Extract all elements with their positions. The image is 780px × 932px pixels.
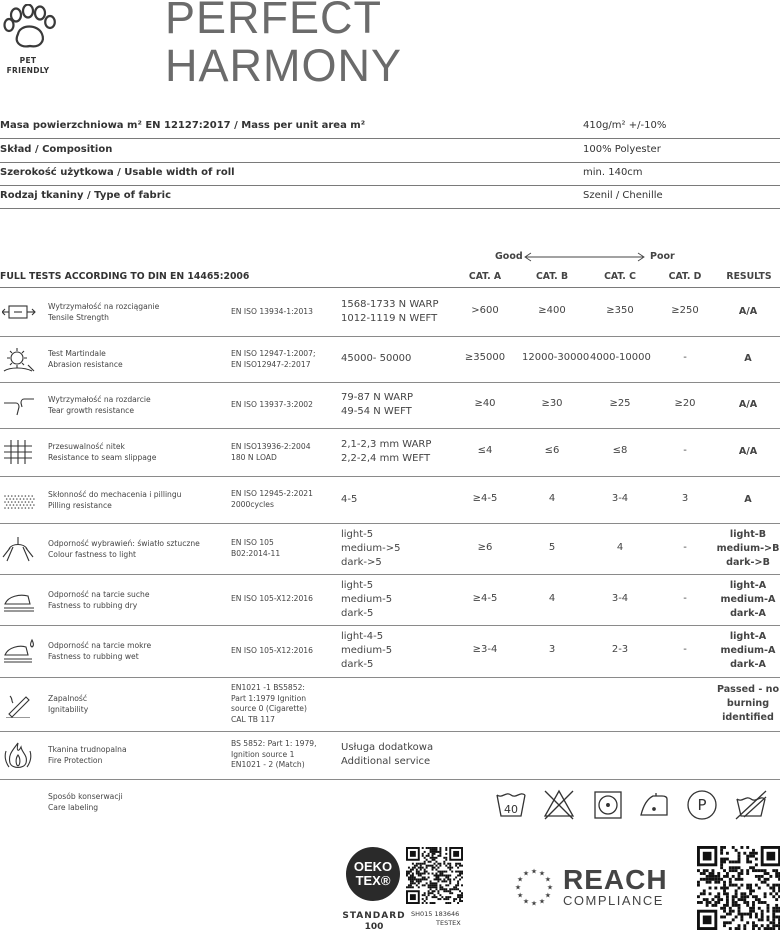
test-result [341, 493, 357, 507]
test-standard [231, 683, 307, 725]
test-name [48, 348, 123, 370]
test-result-line: 2,2-2,4 mm WEFT [341, 453, 431, 464]
test-standard [231, 400, 313, 411]
test-name-en: Care labeling [48, 803, 99, 812]
test-row [0, 731, 780, 780]
cat-b-threshold: ≥30 [541, 398, 563, 409]
cat-d-header: CAT. D [668, 271, 702, 282]
product-qr-code-icon[interactable] [697, 846, 780, 930]
test-name-en: Abrasion resistance [48, 360, 123, 369]
test-name-en: Resistance to seam slippage [48, 453, 157, 462]
svg-text:★: ★ [522, 869, 530, 878]
cat-c-threshold: 3-4 [611, 493, 629, 504]
test-result [341, 438, 431, 466]
cat-c-threshold: 2-3 [611, 644, 629, 655]
cat-c-threshold: ≤8 [612, 445, 628, 456]
test-result-line: 45000- 50000 [341, 353, 412, 364]
svg-text:★: ★ [514, 883, 522, 892]
test-name [48, 441, 156, 463]
test-standard-line: EN ISO 12945-2:2021 [231, 489, 313, 498]
oeko-certificate-code: SH015 183646 [411, 910, 460, 918]
test-row [0, 288, 780, 337]
test-rating [712, 305, 780, 319]
test-name-pl: Odporność na tarcie mokre [48, 641, 152, 650]
cat-d-threshold: 3 [681, 493, 689, 504]
svg-text:OEKO: OEKO [353, 859, 393, 874]
test-result [341, 391, 413, 419]
test-rating-line: medium->B [716, 543, 780, 554]
test-rating [712, 352, 780, 366]
cat-d-threshold: - [683, 593, 687, 604]
test-rating [712, 445, 780, 459]
good-label: Good [495, 251, 523, 262]
test-result-line: light-4-5 [341, 631, 384, 642]
test-name-en: Ignitability [48, 705, 89, 714]
test-rating-line: dark-A [730, 608, 766, 619]
cat-a-threshold: ≥40 [474, 398, 496, 409]
test-standard-line: EN1021 -1 BS5852: [231, 683, 305, 692]
test-standard-line: source 0 (Cigarette) [231, 704, 307, 713]
test-row [0, 677, 780, 732]
cat-a-threshold: ≥4-5 [472, 493, 498, 504]
svg-text:★: ★ [516, 875, 524, 884]
cat-a-header: CAT. A [468, 271, 502, 282]
results-header: RESULTS [726, 271, 772, 282]
rubbing-dry-icon [2, 586, 36, 614]
badge-line-2: FRIENDLY [6, 66, 50, 75]
test-name [48, 489, 182, 511]
iron-low-icon [641, 793, 667, 815]
seam-slippage-icon [2, 438, 36, 466]
cat-d-threshold: ≥250 [671, 305, 699, 316]
spec-value: 100% Polyester [583, 144, 661, 155]
fire-protection-icon [2, 741, 36, 769]
test-rating-line: light-B [729, 529, 767, 540]
tumble-dry-icon [595, 792, 621, 818]
test-result-line: 4-5 [341, 494, 358, 505]
ignitability-icon [2, 690, 36, 718]
test-result-line: light-5 [341, 529, 374, 540]
test-standard [231, 538, 280, 559]
test-rating [712, 528, 780, 570]
quality-scale [495, 251, 695, 265]
test-rating-line: A/A [738, 399, 758, 410]
cat-a-threshold: ≥35000 [464, 352, 506, 363]
cat-c-header: CAT. C [604, 271, 636, 282]
test-rating-line: dark->B [726, 557, 770, 568]
tear-icon [2, 391, 36, 419]
test-name-en: Fire Protection [48, 756, 103, 765]
rubbing-wet-icon [2, 637, 36, 665]
test-rating-line: dark-A [730, 659, 766, 670]
test-result-line: Usługa dodatkowa [341, 742, 434, 753]
test-standard-line: EN ISO 13937-3:2002 [231, 400, 313, 409]
test-standard-line: EN ISO13936-2:2004 [231, 442, 311, 451]
test-result-line: medium-5 [341, 645, 393, 656]
light-fastness-icon [2, 535, 36, 563]
care-symbols [494, 789, 774, 821]
test-rating-line: medium-A [720, 645, 776, 656]
eu-stars-icon [513, 866, 555, 908]
test-standard-line: Ignition source 1 [231, 749, 295, 759]
tests-title: FULL TESTS ACCORDING TO DIN EN 14465:2006 [0, 271, 250, 282]
test-name [48, 589, 150, 611]
dry-clean-p-icon [688, 791, 716, 819]
spec-label: Skład / Composition [0, 144, 113, 155]
test-name [48, 640, 151, 662]
cat-c-threshold: 4 [616, 542, 624, 553]
reach-compliance-text: COMPLIANCE [563, 893, 664, 908]
test-result-line: medium->5 [341, 543, 401, 554]
svg-text:★: ★ [530, 899, 538, 908]
test-result-line: dark->5 [341, 557, 382, 568]
test-rating-line: A [744, 494, 752, 505]
cat-b-threshold: ≥400 [538, 305, 566, 316]
test-rating-line: light-A [729, 580, 767, 591]
spec-label: Rodzaj tkaniny / Type of fabric [0, 190, 172, 201]
spec-row-width [0, 162, 780, 186]
test-standard [231, 489, 313, 510]
test-rating-line: burning [726, 698, 770, 709]
test-standard-line: EN ISO 12947-1:2007; [231, 349, 316, 358]
test-standard-line: BS 5852: Part 1: 1979, [231, 739, 317, 748]
test-name-en: Colour fastness to light [48, 550, 136, 559]
cat-b-threshold: 4 [548, 493, 556, 504]
test-result-line: dark-5 [341, 608, 374, 619]
tensile-icon [2, 298, 36, 326]
oeko-standard-label: STANDARD [342, 911, 406, 921]
svg-text:★: ★ [530, 867, 538, 876]
oeko-standard-number: 100 [364, 922, 384, 932]
cat-d-threshold: - [683, 644, 687, 655]
svg-text:★: ★ [538, 897, 546, 906]
test-row [0, 336, 780, 383]
product-title-line-2: HARMONY [165, 40, 403, 91]
test-result [341, 579, 392, 621]
test-rating [712, 630, 780, 672]
test-rating [712, 579, 780, 621]
oeko-qr-code-icon[interactable] [406, 847, 463, 904]
test-standard [231, 307, 313, 318]
test-name-pl: Wytrzymałość na rozdarcie [48, 395, 151, 404]
svg-text:★: ★ [516, 891, 524, 900]
cat-b-threshold: ≤6 [544, 445, 560, 456]
spec-label: Masa powierzchniowa m² EN 12127:2017 / Mass per unit area m² [0, 120, 366, 131]
test-row [0, 476, 780, 524]
test-name [48, 301, 159, 323]
test-standard-line: EN ISO 13934-1:2013 [231, 307, 313, 316]
spec-row-mass [0, 115, 780, 139]
cat-c-threshold: 3-4 [611, 593, 629, 604]
cat-b-header: CAT. B [535, 271, 569, 282]
cat-c-threshold: ≥350 [606, 305, 634, 316]
double-arrow-icon [522, 251, 647, 263]
poor-label: Poor [650, 251, 675, 262]
badge-line-1: PET [19, 56, 37, 65]
spec-value: min. 140cm [583, 167, 643, 178]
cat-d-threshold: - [683, 445, 687, 456]
cat-d-threshold: ≥20 [674, 398, 696, 409]
test-result [341, 298, 439, 326]
test-row [0, 382, 780, 429]
test-standard-line: 2000cycles [231, 499, 274, 509]
svg-text:★: ★ [538, 869, 546, 878]
test-result-line: 1012-1119 N WEFT [341, 313, 438, 324]
cat-b-threshold: 12000-30000 [522, 352, 590, 363]
test-name-pl: Odporność na tarcie suche [48, 590, 150, 599]
cat-c-threshold: 4000-10000 [590, 352, 651, 363]
test-row [0, 523, 780, 575]
martindale-icon [2, 345, 36, 373]
cat-a-threshold: ≥4-5 [472, 593, 498, 604]
test-name-pl: Tkanina trudnopalna [48, 745, 127, 754]
test-rating-line: A [744, 353, 752, 364]
spec-row-composition [0, 139, 780, 163]
test-standard-line: EN ISO12947-2:2017 [231, 359, 311, 369]
no-wet-clean-icon [736, 791, 766, 819]
test-name [48, 394, 151, 416]
test-name-pl: Wytrzymałość na rozciąganie [48, 302, 160, 311]
cat-b-threshold: 4 [548, 593, 556, 604]
svg-text:P: P [697, 796, 707, 814]
test-standard-line: EN ISO 105-X12:2016 [231, 646, 313, 655]
test-result-line: 1568-1733 N WARP [341, 299, 439, 310]
spec-value: 410g/m² +/-10% [583, 120, 667, 131]
test-result [341, 741, 433, 769]
oeko-lab-name: TESTEX [436, 919, 461, 927]
test-name-pl: Sposób konserwacji [48, 792, 123, 801]
test-rating-line: A/A [738, 446, 758, 457]
test-result-line: 49-54 N WEFT [341, 406, 412, 417]
test-row [0, 428, 780, 477]
test-name-pl: Zapalność [48, 694, 88, 703]
test-rating-line: A/A [738, 306, 758, 317]
wash-40-icon [497, 794, 525, 816]
test-name [48, 538, 200, 560]
cat-a-threshold: ≤4 [477, 445, 493, 456]
test-name-pl: Test Martindale [48, 349, 106, 358]
pilling-icon [2, 486, 36, 514]
test-result [341, 528, 400, 570]
test-result-line: 79-87 N WARP [341, 392, 414, 403]
test-result [341, 630, 392, 672]
test-standard-line: EN1021 - 2 (Match) [231, 760, 305, 769]
spec-label: Szerokość użytkowa / Usable width of roll [0, 167, 235, 178]
test-result-line: 2,1-2,3 mm WARP [341, 439, 432, 450]
test-standard-line: Part 1:1979 Ignition [231, 693, 307, 703]
test-result-line: Additional service [341, 756, 431, 767]
test-standard [231, 442, 311, 463]
test-name [48, 791, 123, 813]
test-rating [712, 493, 780, 507]
test-row [0, 574, 780, 626]
oeko-tex-logo [342, 845, 404, 901]
cat-c-threshold: ≥25 [609, 398, 631, 409]
test-standard [231, 739, 317, 771]
test-name [48, 744, 127, 766]
svg-text:★: ★ [522, 897, 530, 906]
test-name-en: Pilling resistance [48, 501, 112, 510]
spec-row-fabric-type [0, 185, 780, 209]
test-standard-line: 180 N LOAD [231, 452, 277, 462]
spec-value: Szenil / Chenille [583, 190, 663, 201]
test-result-line: dark-5 [341, 659, 374, 670]
reach-logo-text: REACH [563, 864, 668, 895]
cat-a-threshold: >600 [471, 305, 499, 316]
test-name-pl: Przesuwalność nitek [48, 442, 125, 451]
cat-d-threshold: - [683, 352, 687, 363]
svg-text:40: 40 [504, 803, 518, 816]
test-standard [231, 349, 316, 370]
test-rating [712, 398, 780, 412]
test-result-line: medium-5 [341, 594, 393, 605]
pet-friendly-badge [0, 56, 56, 76]
test-name-pl: Odporność wybrawień: światło sztuczne [48, 539, 200, 548]
svg-text:★: ★ [544, 875, 552, 884]
test-row [0, 625, 780, 678]
product-title-line-1: PERFECT [165, 0, 383, 43]
test-name-en: Fastness to rubbing dry [48, 601, 138, 610]
svg-text:TEX®: TEX® [355, 873, 391, 888]
test-standard-line: EN ISO 105-X12:2016 [231, 594, 313, 603]
cat-a-threshold: ≥3-4 [472, 644, 498, 655]
paw-icon [2, 4, 62, 52]
test-name-pl: Skłonność do mechacenia i pillingu [48, 490, 182, 499]
test-name-en: Tear growth resistance [48, 406, 134, 415]
test-result [341, 352, 411, 366]
cat-a-threshold: ≥6 [477, 542, 493, 553]
cat-b-threshold: 3 [548, 644, 556, 655]
test-result-line: light-5 [341, 580, 374, 591]
svg-text:★: ★ [546, 883, 554, 892]
test-rating-line: medium-A [720, 594, 776, 605]
test-rating-line: identified [722, 712, 774, 723]
test-standard-line: B02:2014-11 [231, 548, 281, 558]
no-bleach-icon [545, 791, 573, 819]
test-standard [231, 646, 313, 657]
svg-text:★: ★ [544, 891, 552, 900]
test-name [48, 693, 88, 715]
test-name-en: Tensile Strength [48, 313, 109, 322]
cat-b-threshold: 5 [548, 542, 556, 553]
cat-d-threshold: - [683, 542, 687, 553]
test-rating-line: Passed - no [716, 684, 780, 695]
test-standard [231, 594, 313, 605]
test-rating-line: light-A [729, 631, 767, 642]
test-rating [712, 683, 780, 725]
test-name-en: Fastness to rubbing wet [48, 652, 139, 661]
test-standard-line: EN ISO 105 [231, 538, 274, 547]
test-standard-line: CAL TB 117 [231, 714, 275, 724]
